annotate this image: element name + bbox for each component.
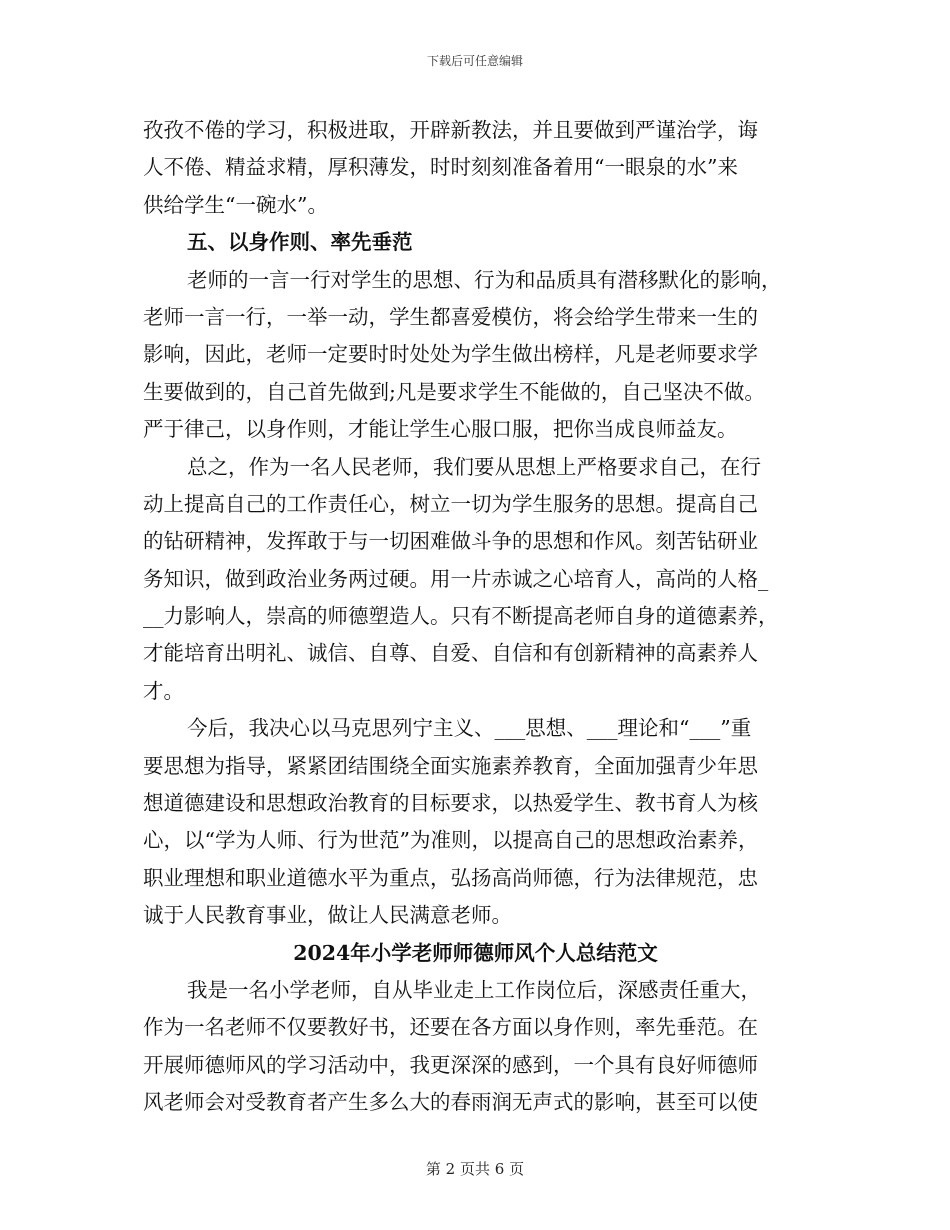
paragraph-line: 生要做到的，自己首先做到;凡是要求学生不能做的，自己坚决不做。: [143, 379, 765, 404]
page-footer: 第 2 页共 6 页: [425, 1160, 525, 1178]
paragraph-line: 动上提高自己的工作责任心，树立一切为学生服务的思想。提高自己: [143, 491, 758, 516]
paragraph-line: 作为一名老师不仅要教好书，还要在各方面以身作则，率先垂范。在: [143, 1015, 758, 1040]
article-title: 2024年小学老师师德师风个人总结范文: [293, 940, 658, 965]
paragraph-line: 职业理想和职业道德水平为重点，弘扬高尚师德，行为法律规范，忠: [143, 865, 758, 890]
paragraph-line: 要思想为指导，紧紧团结围绕全面实施素养教育，全面加强青少年思: [143, 753, 758, 778]
paragraph-line: 心，以“学为人师、行为世范”为准则，以提高自己的思想政治素养，: [143, 828, 759, 853]
paragraph-line: 的钻研精神，发挥敢于与一切困难做斗争的思想和作风。刻苦钻研业: [143, 529, 758, 554]
paragraph-line: 人不倦、精益求精，厚积薄发，时时刻刻准备着用“一眼泉的水”来: [143, 155, 738, 180]
paragraph-line: 供给学生“一碗水”。: [143, 192, 328, 217]
paragraph-line: 开展师德师风的学习活动中，我更深深的感到，一个具有良好师德师: [143, 1052, 758, 1077]
document-body: [143, 112, 808, 1122]
paragraph-line: 老师一言一行，一举一动，学生都喜爱模仿，将会给学生带来一生的: [143, 304, 758, 329]
paragraph-line: 才。: [143, 678, 184, 703]
paragraph-line: 想道德建设和思想政治教育的目标要求，以热爱学生、教书育人为核: [143, 791, 758, 816]
paragraph-line: 影响，因此，老师一定要时时处处为学生做出榜样，凡是老师要求学: [143, 342, 758, 367]
paragraph-first-line: 今后，我决心以马克思列宁主义、___思想、___理论和“___”重: [187, 716, 752, 741]
paragraph-line: 严于律己，以身作则，才能让学生心服口服，把你当成良师益友。: [143, 417, 738, 442]
page-header: 下载后可任意编辑: [426, 54, 523, 68]
paragraph-line: 才能培育出明礼、诚信、自尊、自爱、自信和有创新精神的高素养人: [143, 641, 758, 666]
paragraph-line: 务知识，做到政治业务两过硬。用一片赤诚之心培育人，高尚的人格_: [143, 566, 769, 591]
paragraph-first-line: 总之，作为一名人民老师，我们要从思想上严格要求自己，在行: [187, 454, 761, 479]
paragraph-line: 风老师会对受教育者产生多么大的春雨润无声式的影响，甚至可以使: [143, 1090, 758, 1115]
paragraph-first-line: 老师的一言一行对学生的思想、行为和品质具有潜移默化的影响，: [187, 267, 782, 292]
paragraph-first-line: 我是一名小学老师，自从毕业走上工作岗位后，深感责任重大，: [187, 977, 761, 1002]
paragraph-line: 诚于人民教育事业，做让人民满意老师。: [143, 903, 512, 928]
paragraph-line: __力影响人，崇高的师德塑造人。只有不断提高老师自身的道德素养，: [143, 604, 779, 629]
section-heading: 五、以身作则、率先垂范: [187, 230, 413, 255]
paragraph-line: 孜孜不倦的学习，积极进取，开辟新教法，并且要做到严谨治学，诲: [143, 118, 758, 142]
